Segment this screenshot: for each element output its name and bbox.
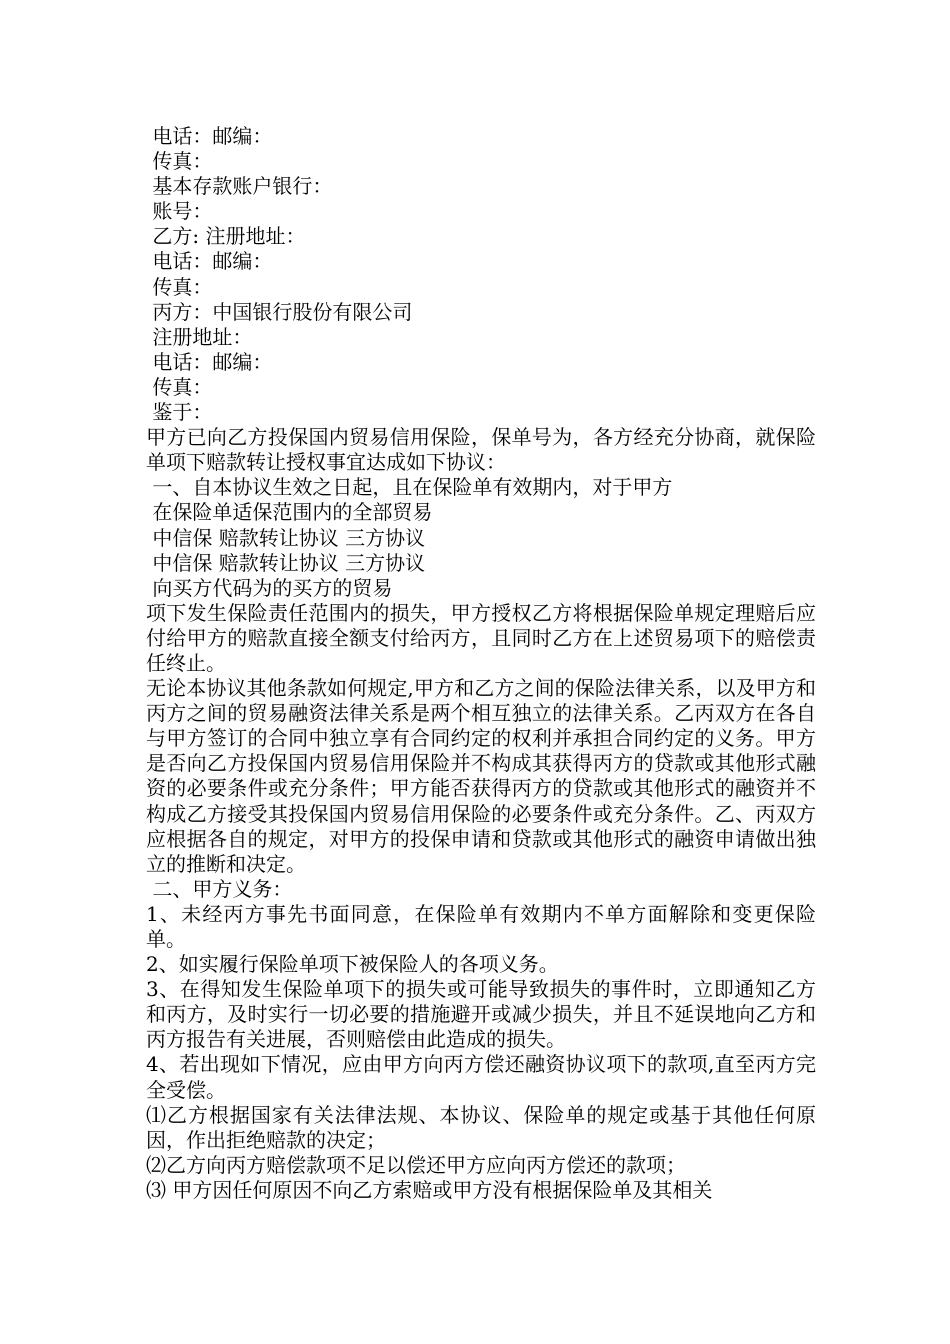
header-repeat-line-1: 中信保 赔款转让协议 三方协议 [146,525,426,550]
account-line-party-a: 账号： [146,199,213,224]
obligation-item-4: 4、若出现如下情况，应由甲方向丙方偿还融资协议项下的款项,直至丙方完全受偿。 [146,1052,816,1102]
fax-line-party-c: 传真： [146,374,213,399]
whereas-heading: 鉴于： [146,400,213,425]
document-page [146,124,816,1203]
fax-line-party-a: 传真： [146,149,213,174]
sub-item-3: ⑶ 甲方因任何原因不向乙方索赔或甲方没有根据保险单及其相关 [146,1177,713,1202]
party-c-address-line: 注册地址： [146,324,253,349]
obligation-item-2: 2、如实履行保险单项下被保险人的各项义务。 [146,952,559,977]
clause-1-line: 一、自本协议生效之日起，且在保险单有效期内，对于甲方 [146,475,673,500]
intro-paragraph: 甲方已向乙方投保国内贸易信用保险，保单号为，各方经充分协商，就保险单项下赔款转让授权事宜达成如下协议： [146,425,816,475]
sub-item-1: ⑴乙方根据国家有关法律法规、本协议、保险单的规定或基于其他任何原因，作出拒绝赔款的决定； [146,1102,816,1152]
obligation-item-1: 1、未经丙方事先书面同意，在保险单有效期内不单方面解除和变更保险单。 [146,901,816,951]
phone-postcode-line-party-c: 电话：邮编： [146,349,273,374]
phone-postcode-line-party-a: 电话：邮编： [146,124,273,148]
party-c-name-line: 丙方：中国银行股份有限公司 [146,299,413,324]
independence-paragraph: 无论本协议其他条款如何规定,甲方和乙方之间的保险法律关系，以及甲方和丙方之间的贸易融资法律关系是两个相互独立的法律关系。乙丙双方在各自与甲方签订的合同中独立享有合同约定的权利并承担合同约定的义务。甲方是否向乙方投保国内贸易信用保险并不构成其获得丙方的贷款或其他形式融资的必要条件或充分条件；甲方能否获得丙方的贷款或其他形式的融资并不构成乙方接受其投保国内贸易信用保险的必要条件或充分条件。乙、丙双方应根据各自的规定，对甲方的投保申请和贷款或其他形式的融资申请做出独立的推断和决定。 [146,676,816,876]
header-repeat-line-2: 中信保 赔款转让协议 三方协议 [146,550,426,575]
scope-line: 在保险单适保范围内的全部贸易 [146,500,433,525]
party-b-address-line: 乙方: 注册地址： [146,224,306,249]
sub-item-2: ⑵乙方向丙方赔偿款项不足以偿还甲方应向丙方偿还的款项； [146,1152,686,1177]
loss-paragraph: 项下发生保险责任范围内的损失，甲方授权乙方将根据保险单规定理赔后应付给甲方的赔款直接全额支付给丙方，且同时乙方在上述贸易项下的赔偿责任终止。 [146,600,816,675]
bank-line-party-a: 基本存款账户银行： [146,174,333,199]
phone-postcode-line-party-b: 电话：邮编： [146,249,273,274]
obligations-heading: 二、甲方义务： [146,876,293,901]
obligation-item-3: 3、在得知发生保险单项下的损失或可能导致损失的事件时，立即通知乙方和丙方，及时实行一切必要的措施避开或减少损失，并且不延误地向乙方和丙方报告有关进展，否则赔偿由此造成的损失。 [146,977,816,1052]
fax-line-party-b: 传真： [146,274,213,299]
buyer-code-line: 向买方代码为的买方的贸易 [146,575,393,600]
